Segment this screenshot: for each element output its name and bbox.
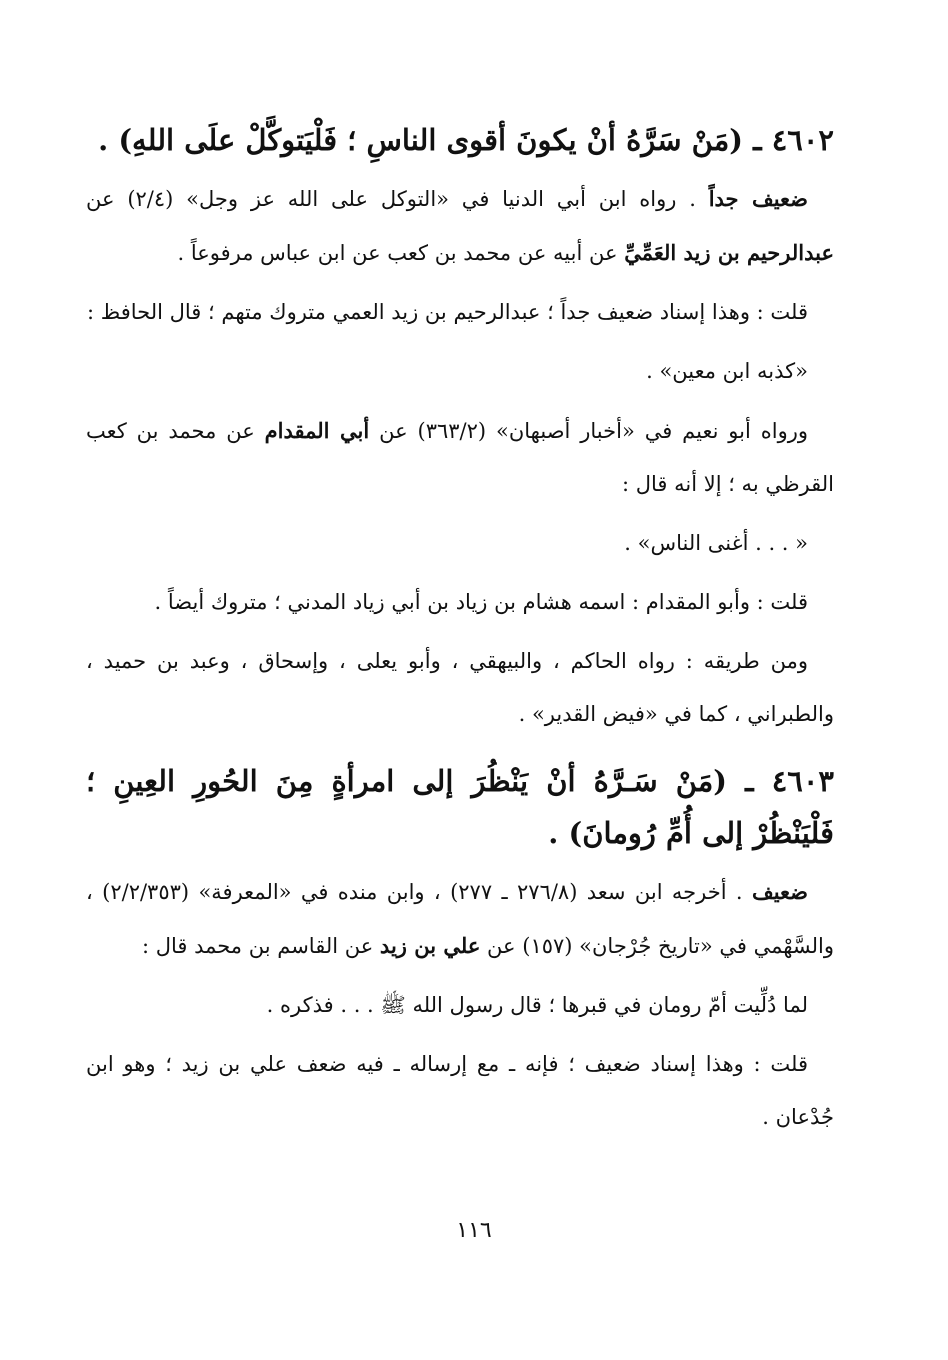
hadith-4602-riwaya bbox=[86, 404, 834, 511]
hadith-4603-takhrij bbox=[86, 865, 834, 973]
hadith-4603-narrator: علي بن زيد bbox=[379, 933, 481, 958]
hadith-4603-comment-1: قلت : وهذا إسناد ضعيف ؛ فإنه ـ مع إرساله ـ فيه ضعف علي بن زيد ؛ وهو ابن جُدْعان . bbox=[86, 1052, 834, 1129]
hadith-4603-quote-1: لما دُلِّيت أمّ رومان في قبرها ؛ قال رسول الله ﷺ . . . فذكره . bbox=[266, 993, 808, 1017]
hadith-4602-tariq: ومن طريقه : رواه الحاكم ، والبيهقي ، وأبو يعلى ، وإسحاق ، وعبد بن حميد ، والطبراني ، كما في «فيض القدير» . bbox=[86, 649, 834, 726]
page-number: ١١٦ bbox=[456, 1218, 492, 1243]
hadith-4602-heading: ٤٦٠٢ ـ (مَنْ سَرَّهُ أنْ يكونَ أقوى الناسِ ؛ فَلْيَتوكَّلْ علَى اللهِ) . bbox=[98, 123, 834, 157]
hadith-4602-comment-1: قلت : وهذا إسناد ضعيف جداً ؛ عبدالرحيم بن زيد العمي متروك متهم ؛ قال الحافظ : bbox=[87, 300, 808, 324]
hadith-4602-riwaya-text-2: عن محمد بن كعب القرظي به ؛ إلا أنه قال : bbox=[86, 419, 834, 496]
hadith-4602-riwaya-narrator: أبي المقدام bbox=[264, 418, 370, 443]
hadith-4603-takhrij-text-1: . أخرجه ابن سعد (٢٧٦/٨ ـ ٢٧٧) ، وابن منده في «المعرفة» (٢/٢/٣٥٣) ، والسَّهْمي في «تاريخ جُرْجان» (١٥٧) عن bbox=[86, 880, 834, 958]
hadith-4602-takhrij bbox=[86, 172, 834, 280]
hadith-4603-heading: ٤٦٠٣ ـ (مَنْ سَـرَّهُ أنْ يَنْظُرَ إلى امرأةٍ مِنَ الحُورِ العِينِ ؛ فَلْيَنْظُرْ إلى أُمِّ رُومانَ) . bbox=[86, 764, 834, 850]
hadith-4602-riwaya-text-1: ورواه أبو نعيم في «أخبار أصبهان» (٣٦٣/٢) عن bbox=[369, 419, 808, 443]
hadith-4602-grade: ضعيف جداً bbox=[708, 186, 809, 211]
hadith-4602-narrator: عبدالرحيم بن زيد العَمِّيِّ bbox=[624, 240, 834, 265]
hadith-4602-quote-2: « . . . أغنى الناس» . bbox=[624, 531, 808, 555]
hadith-4602-comment-2: قلت : وأبو المقدام : اسمه هشام بن زياد بن أبي زياد المدني ؛ متروك أيضاً . bbox=[154, 590, 808, 614]
hadith-4602-quote-1: «كذبه ابن معين» . bbox=[646, 359, 808, 383]
hadith-4603-takhrij-text-2: عن القاسم بن محمد قال : bbox=[141, 934, 380, 958]
hadith-4603-grade: ضعيف bbox=[751, 879, 808, 904]
hadith-4602-takhrij-text-1: . رواه ابن أبي الدنيا في «التوكل على الله عز وجل» (٢/٤) عن bbox=[86, 187, 709, 211]
page-body bbox=[86, 100, 834, 1150]
hadith-4602-takhrij-text-2: عن أبيه عن محمد بن كعب عن ابن عباس مرفوعاً . bbox=[177, 241, 625, 265]
